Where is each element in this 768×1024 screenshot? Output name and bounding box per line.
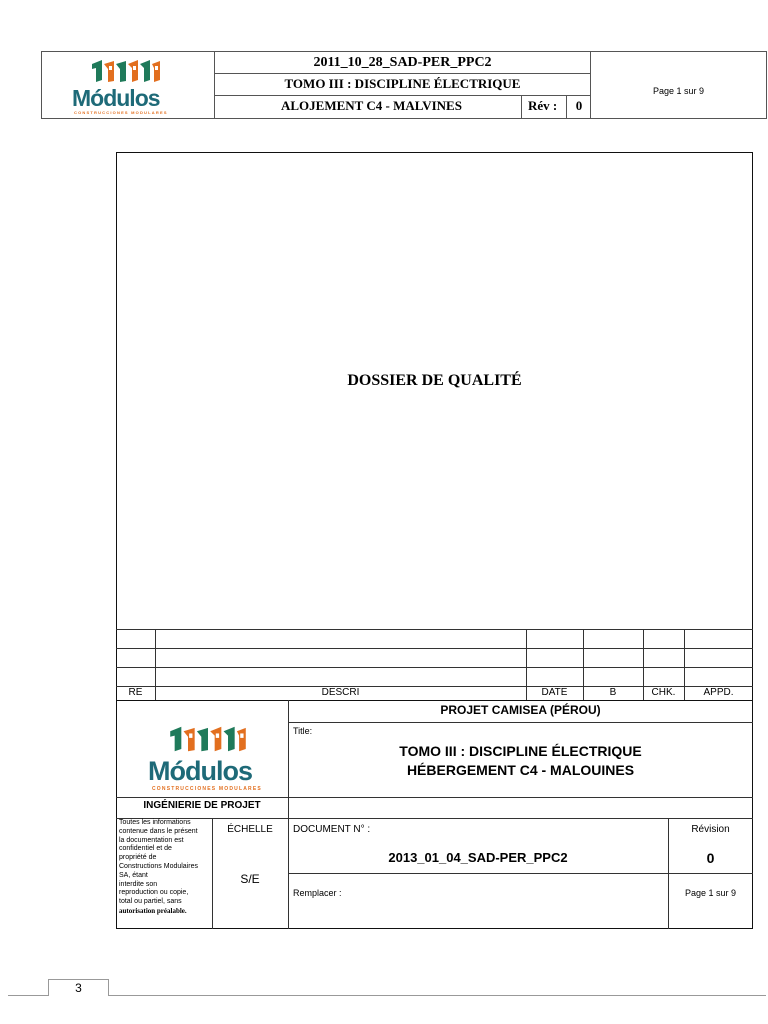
title-block-logo-wordmark: Módulos [148, 756, 252, 786]
title-block [116, 700, 753, 929]
header-tome: TOMO III : DISCIPLINE ÉLECTRIQUE [215, 74, 590, 96]
scale-value: S/E [240, 872, 260, 886]
header-rev-value: 0 [575, 98, 583, 113]
title-line-2: HÉBERGEMENT C4 - MALOUINES [406, 762, 635, 778]
logo-wordmark: Módulos [72, 85, 160, 111]
title-label: Title: [293, 726, 313, 736]
footer-page-tab [48, 979, 109, 996]
document-number-label: DOCUMENT N° : [293, 824, 371, 835]
title-line-1: TOMO III : DISCIPLINE ÉLECTRIQUE [399, 743, 642, 759]
footer-page-number: 3 [75, 981, 82, 995]
logo-subtitle: CONSTRUCCIONES MODULARES [74, 110, 168, 115]
document-title: DOSSIER DE QUALITÉ [347, 372, 522, 389]
footer-rule [8, 995, 766, 996]
engineering-label: INGÉNIERIE DE PROJET [143, 800, 261, 811]
revision-value: 0 [706, 850, 715, 866]
rev-col-appd: APPD. [703, 687, 734, 698]
header-info [215, 52, 591, 118]
revision-label: Révision [691, 824, 730, 835]
rev-col-chk: CHK. [651, 687, 676, 698]
header-logo [42, 52, 215, 118]
scale-label: ÉCHELLE [227, 824, 273, 835]
rev-col-date: DATE [541, 687, 568, 698]
rev-col-re: RE [128, 687, 143, 698]
title-block-logo-subtitle: CONSTRUCCIONES MODULARES [152, 786, 262, 792]
title-block-page: Page 1 sur 9 [684, 888, 737, 898]
header-location-row [215, 96, 590, 118]
header-rev-label: Rév : [521, 96, 567, 118]
revision-table [116, 629, 753, 701]
replace-label: Remplacer : [293, 888, 342, 898]
confidential-notice: Toutes les informations contenue dans le présent la documentation est confidentiel et de propriété de Constructions Modulaires SA, étant interdite son reproduction ou copie, total ou partiel, sans autorisation préalable. [119, 819, 198, 915]
page-header [41, 51, 767, 119]
rev-col-b: B [609, 687, 617, 698]
project-name: PROJET CAMISEA (PÉROU) [440, 703, 601, 717]
header-page-number: Page 1 sur 9 [652, 86, 705, 96]
title-block-logo-icon [168, 726, 248, 752]
document-number: 2013_01_04_SAD-PER_PPC2 [388, 850, 568, 865]
header-location: ALOJEMENT C4 - MALVINES [281, 98, 462, 113]
header-doc-code: 2011_10_28_SAD-PER_PPC2 [215, 52, 590, 74]
modulos-logo-icon [90, 60, 162, 82]
rev-col-descri: DESCRI [321, 687, 360, 698]
